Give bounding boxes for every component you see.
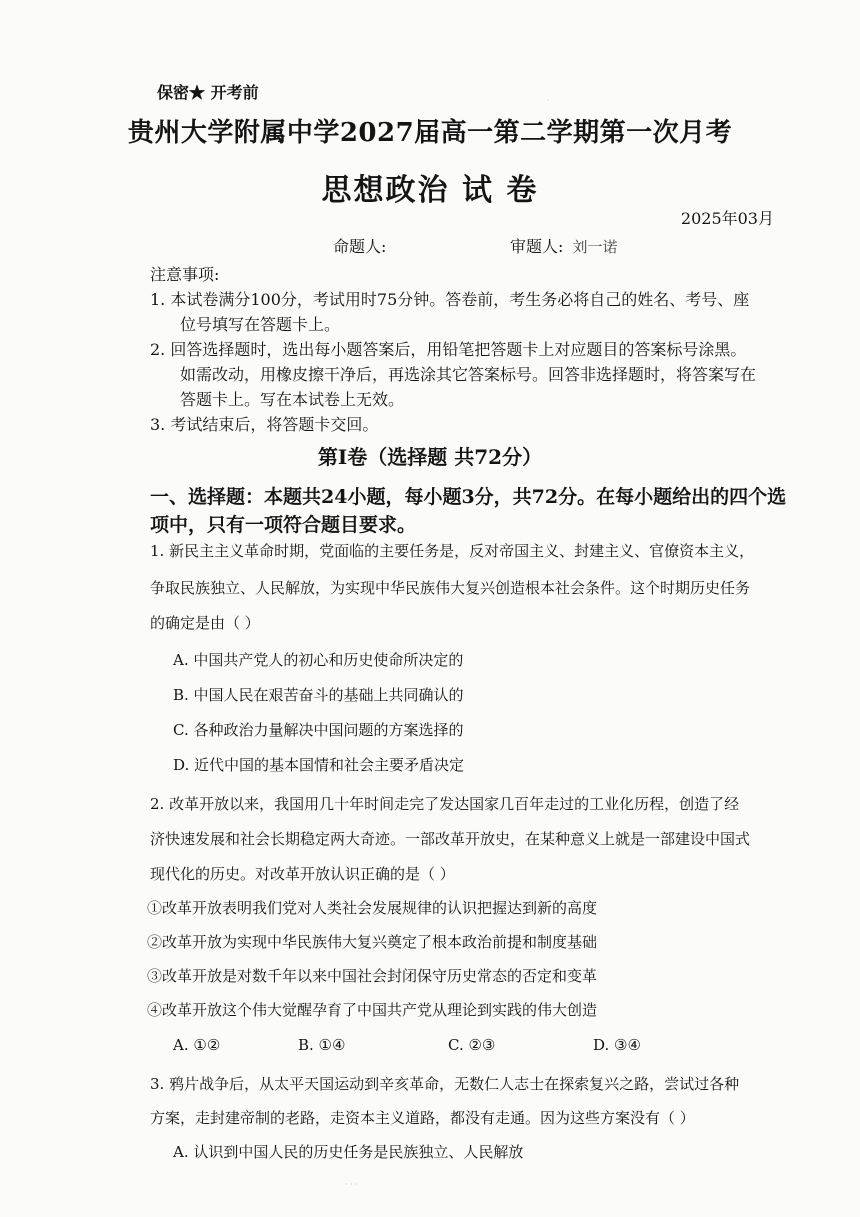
notes-line: 1. 本试卷满分100分，考试用时75分钟。答卷前，考生务必将自己的姓名、考号、座 <box>150 290 750 309</box>
exam-subject: 思想政治 试 卷 <box>321 173 539 208</box>
question-1-option-c: C. 各种政治力量解决中国问题的方案选择的 <box>173 721 464 739</box>
confidential-label: 保密★ 开考前 <box>157 83 259 102</box>
question-1-stem: 的确定是由（ ） <box>150 614 260 632</box>
notes-line: 如需改动，用橡皮擦干净后，再选涂其它答案标号。回答非选择题时，将答案写在 <box>180 365 757 384</box>
question-2-choice-a: A. ①② <box>173 1036 221 1054</box>
question-1-option-a: A. 中国共产党人的初心和历史使命所决定的 <box>173 651 464 669</box>
setter-label: 命题人: <box>333 237 387 256</box>
question-2-statement: ①改革开放表明我们党对人类社会发展规律的认识把握达到新的高度 <box>147 899 598 917</box>
question-2-statement: ③改革开放是对数千年以来中国社会封闭保守历史常态的否定和变革 <box>147 967 598 985</box>
question-2-statement: ②改革开放为实现中华民族伟大复兴奠定了根本政治前提和制度基础 <box>147 933 598 951</box>
question-3-stem: 方案，走封建帝制的老路，走资本主义道路，都没有走通。因为这些方案没有（ ） <box>150 1109 695 1127</box>
question-3-option-a: A. 认识到中国人民的历史任务是民族独立、人民解放 <box>173 1143 524 1161</box>
reviewer-name: 刘一诺 <box>572 238 618 256</box>
part-heading-line: 一、选择题：本题共24小题，每小题3分，共72分。在每小题给出的四个选 <box>150 486 787 508</box>
part-heading-line: 项中，只有一项符合题目要求。 <box>150 514 417 536</box>
question-1-option-d: D. 近代中国的基本国情和社会主要矛盾决定 <box>173 756 465 774</box>
exam-date: 2025年03月 <box>680 209 774 228</box>
exam-title: 贵州大学附属中学2027届高一第二学期第一次月考 <box>127 118 733 148</box>
question-1-stem: 1. 新民主主义革命时期，党面临的主要任务是，反对帝国主义、封建主义、官僚资本主义， <box>150 542 755 560</box>
scan-speck: · <box>547 96 550 105</box>
notes-line: 3. 考试结束后，将答题卡交回。 <box>150 415 379 434</box>
notes-line: 2. 回答选择题时，选出每小题答案后，用铅笔把答题卡上对应题目的答案标号涂黑。 <box>150 340 747 359</box>
notes-line: 位号填写在答题卡上。 <box>180 315 341 334</box>
scan-speck: · · · <box>345 1180 358 1189</box>
notes-heading: 注意事项: <box>150 265 220 284</box>
reviewer-field <box>510 234 618 257</box>
question-1-stem: 争取民族独立、人民解放，为实现中华民族伟大复兴创造根本社会条件。这个时期历史任务 <box>150 579 751 597</box>
reviewer-label: 审题人: <box>510 237 564 256</box>
question-2-choice-c: C. ②③ <box>448 1036 496 1054</box>
question-2-stem: 现代化的历史。对改革开放认识正确的是（ ） <box>150 865 455 883</box>
question-2-choice-d: D. ③④ <box>593 1036 641 1054</box>
question-2-stem: 2. 改革开放以来，我国用几十年时间走完了发达国家几百年走过的工业化历程，创造了经 <box>150 795 740 813</box>
section-title: 第I卷（选择题 共72分） <box>317 445 543 469</box>
question-1-option-b: B. 中国人民在艰苦奋斗的基础上共同确认的 <box>173 686 464 704</box>
question-2-choice-b: B. ①④ <box>298 1036 346 1054</box>
notes-line: 答题卡上。写在本试卷上无效。 <box>180 390 405 409</box>
question-2-stem: 济快速发展和社会长期稳定两大奇迹。一部改革开放史，在某种意义上就是一部建设中国式 <box>150 830 751 848</box>
question-2-statement: ④改革开放这个伟大觉醒孕育了中国共产党从理论到实践的伟大创造 <box>147 1001 598 1019</box>
question-3-stem: 3. 鸦片战争后，从太平天国运动到辛亥革命，无数仁人志士在探索复兴之路，尝试过各种 <box>150 1075 740 1093</box>
